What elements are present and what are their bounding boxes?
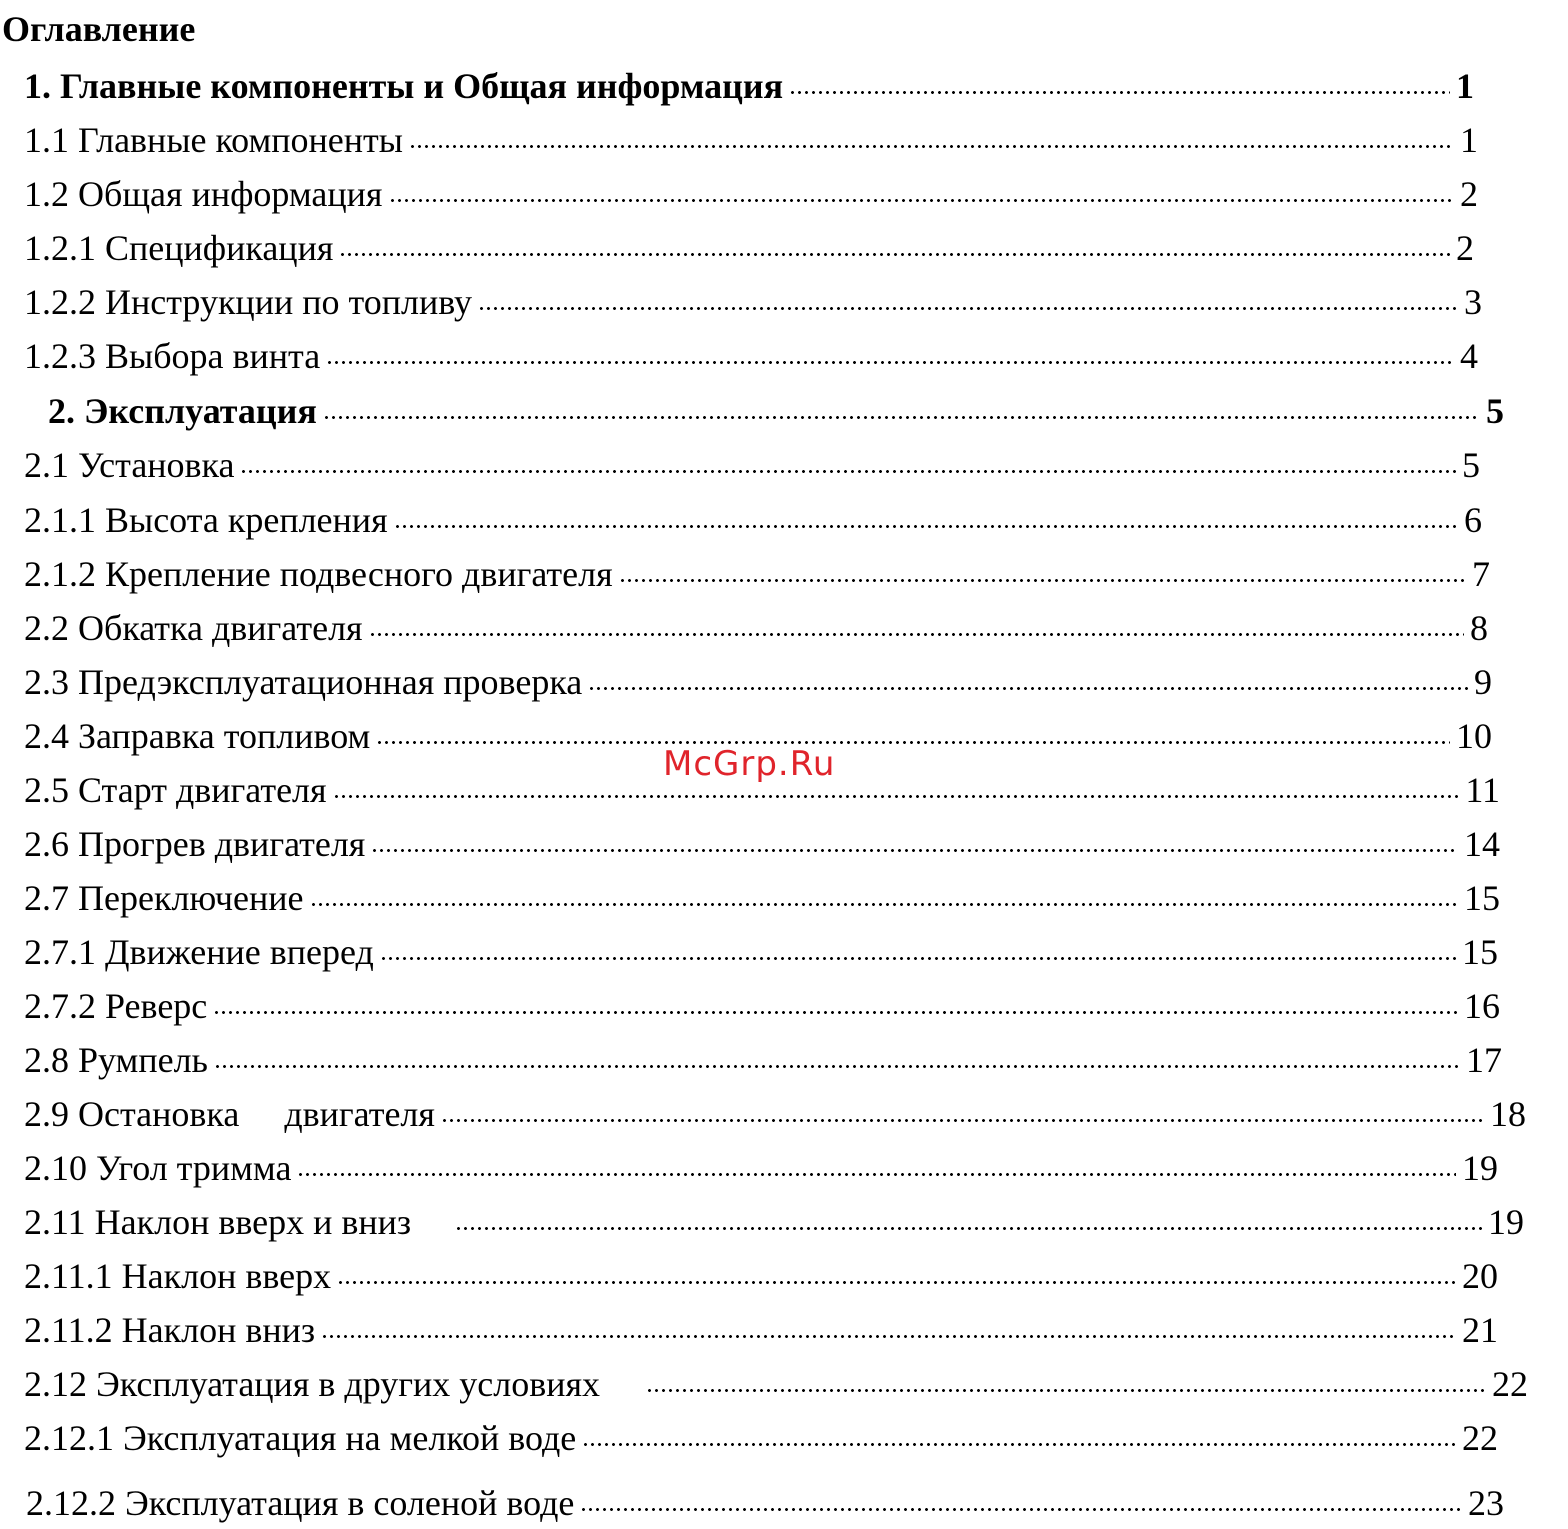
toc-entry-page: 17 [1466,1040,1502,1080]
toc-entry[interactable] [24,1145,1498,1191]
dot-leader [323,416,1480,419]
toc-entry-page: 15 [1464,878,1500,918]
toc-entry-page: 8 [1470,608,1488,648]
toc-entry-page: 1 [1456,66,1474,106]
toc-entry-page: 21 [1462,1310,1498,1350]
dot-leader [455,1227,1482,1230]
dot-leader [582,1443,1456,1446]
toc-entry-page: 15 [1462,932,1498,972]
toc-entry-page: 9 [1474,662,1492,702]
toc-entry-label: 1.2.1 Спецификация [24,228,334,268]
dot-leader [310,903,1458,906]
toc-entry-page: 5 [1462,445,1480,485]
toc-entry[interactable] [24,1091,1526,1137]
toc-entry[interactable] [24,1415,1498,1461]
toc-entry-page: 19 [1488,1202,1524,1242]
toc-entry[interactable] [24,1307,1498,1353]
toc-entry-label: 2.12.1 Эксплуатация на мелкой воде [24,1418,577,1458]
toc-entry[interactable] [24,497,1482,543]
dot-leader [580,1508,1462,1511]
dot-leader [240,470,1456,473]
page-title: Оглавление [2,9,196,49]
toc-entry[interactable] [24,442,1480,488]
toc-entry-page: 5 [1486,391,1504,431]
dot-leader [321,1335,1456,1338]
dot-leader [376,741,1450,744]
toc-entry[interactable] [24,983,1500,1029]
toc-entry-label: 2.10 Угол тримма [24,1148,292,1188]
toc-entry-page: 22 [1462,1418,1498,1458]
toc-entry-label: 2.3 Предэксплуатационная проверка [24,662,583,702]
toc-entry-label: 2. Эксплуатация [48,391,317,431]
toc-entry[interactable] [26,1480,1504,1526]
dot-leader [369,633,1464,636]
dot-leader [478,307,1458,310]
toc-entry-page: 7 [1472,554,1490,594]
toc-entry[interactable] [24,171,1478,217]
toc-entry[interactable] [24,333,1478,379]
toc-entry-label: 2.4 Заправка топливом [24,716,371,756]
dot-leader [337,1281,1456,1284]
toc-entry-label: 1. Главные компоненты и Общая информация [24,66,784,106]
toc-entry-label: 2.12 Эксплуатация в других условиях [24,1364,601,1404]
toc-entry-label: 2.6 Прогрев двигателя [24,824,366,864]
toc-entry-label: 1.2.3 Выбора винта [24,336,321,376]
dot-leader [646,1389,1486,1392]
dot-leader [371,849,1458,852]
toc-entry-label: 2.11 Наклон вверх и вниз [24,1202,412,1242]
toc-entry[interactable] [24,875,1500,921]
toc-entry-label: 2.12.2 Эксплуатация в соленой воде [26,1483,575,1523]
toc-entry-page: 22 [1492,1364,1528,1404]
toc-entry-label: 2.1.2 Крепление подвесного двигателя [24,554,613,594]
toc-entry[interactable] [24,1037,1502,1083]
dot-leader [389,199,1455,202]
dot-leader [441,1119,1484,1122]
toc-entry[interactable] [24,1253,1498,1299]
dot-leader [213,1011,1458,1014]
toc-entry[interactable] [48,388,1504,434]
toc-entry-page: 10 [1456,716,1492,756]
toc-entry[interactable] [24,225,1474,271]
toc-entry-label: 2.9 Остановка двигателя [24,1094,435,1134]
toc-entry-page: 3 [1464,282,1482,322]
dot-leader [588,687,1468,690]
toc-entry[interactable] [24,1361,1528,1407]
toc-entry-page: 14 [1464,824,1500,864]
dot-leader [333,795,1460,798]
toc-entry[interactable] [24,1199,1524,1245]
toc-entry-label: 1.2 Общая информация [24,174,383,214]
dot-leader [789,91,1450,94]
dot-leader [380,957,1456,960]
toc-entry-label: 2.2 Обкатка двигателя [24,608,363,648]
watermark: McGrp.Ru [663,744,836,784]
toc-entry[interactable] [24,821,1500,867]
toc-entry-label: 2.11.1 Наклон вверх [24,1256,332,1296]
toc-entry[interactable] [24,63,1474,109]
dot-leader [409,145,1454,148]
toc-entry[interactable] [24,551,1490,597]
toc-entry-label: 2.1.1 Высота крепления [24,500,388,540]
toc-entry[interactable] [24,279,1482,325]
toc-entry-label: 2.11.2 Наклон вниз [24,1310,316,1350]
dot-leader [394,525,1458,528]
toc-entry[interactable] [24,929,1498,975]
toc-entry-page: 18 [1490,1094,1526,1134]
toc-entry-page: 6 [1464,500,1482,540]
toc-entry-page: 4 [1460,336,1478,376]
dot-leader [326,361,1454,364]
toc-entry-page: 2 [1456,228,1474,268]
toc-entry[interactable] [24,117,1478,163]
toc-entry-page: 11 [1465,770,1500,810]
dot-leader [297,1173,1456,1176]
toc-entry-label: 2.7.2 Реверс [24,986,208,1026]
dot-leader [619,579,1466,582]
toc-entry-label: 2.8 Румпель [24,1040,208,1080]
toc-entry-label: 2.5 Старт двигателя [24,770,327,810]
dot-leader [339,253,1450,256]
toc-entry-page: 16 [1464,986,1500,1026]
toc-entry-page: 23 [1468,1483,1504,1523]
toc-entry-label: 2.7 Переключение [24,878,304,918]
toc-entry[interactable] [24,659,1492,705]
toc-entry-label: 1.1 Главные компоненты [24,120,403,160]
toc-entry-label: 2.7.1 Движение вперед [24,932,374,972]
toc-entry-label: 2.1 Установка [24,445,235,485]
toc-entry[interactable] [24,605,1488,651]
toc-entry-page: 2 [1460,174,1478,214]
toc-entry-page: 1 [1460,120,1478,160]
toc-entry-page: 20 [1462,1256,1498,1296]
dot-leader [214,1065,1460,1068]
toc-entry-page: 19 [1462,1148,1498,1188]
toc-entry-label: 1.2.2 Инструкции по топливу [24,282,473,322]
